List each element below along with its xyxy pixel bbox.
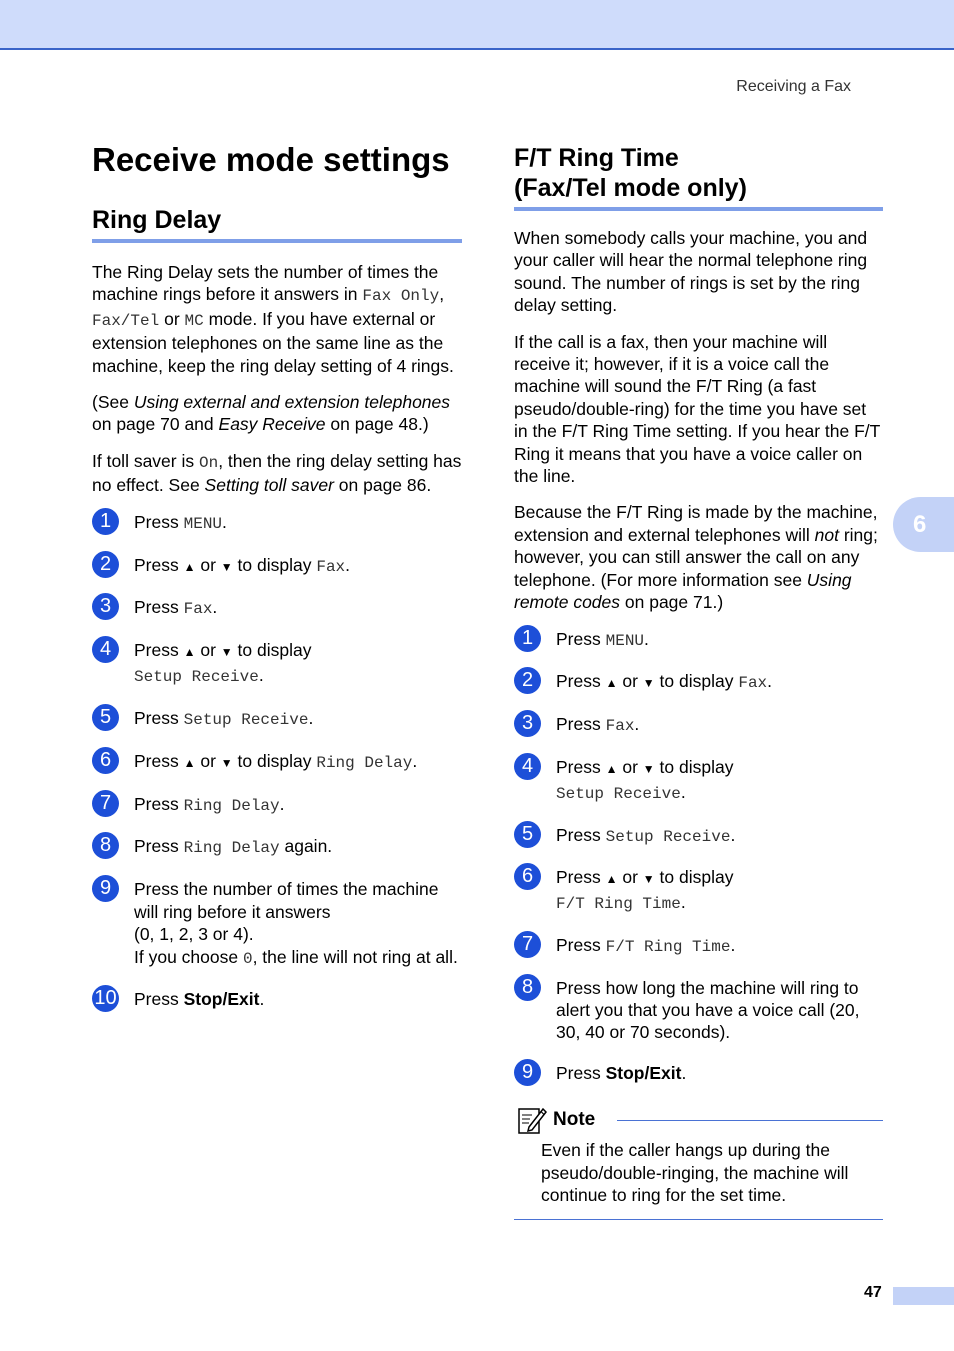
up-arrow-icon: ▲ — [605, 872, 618, 887]
ring-delay-steps — [92, 511, 462, 1011]
note-text: Even if the caller hangs up during the pseudo/double-ringing, the machine will continue to ring for the set time. — [541, 1140, 849, 1206]
left-column — [92, 140, 462, 1029]
step-number: 4 — [514, 753, 541, 780]
ring-delay-see-also: (See Using external and extension telephones on page 70 and Easy Receive on page 48.) — [92, 392, 451, 435]
ring-delay-toll-saver: If toll saver is On, then the ring delay setting has no effect. See Setting toll saver on page 86. — [92, 450, 462, 496]
down-arrow-icon: ▼ — [220, 755, 233, 770]
ring-delay-intro: The Ring Delay sets the number of times the machine rings before it answers in Fax Only, Fax/Tel or MC mode. If you have external or extension telephones on the same line as the machine, keep the ring delay setting of 4 rings. — [92, 262, 454, 376]
link-remote-codes[interactable]: Using remote codes — [514, 569, 852, 613]
step-number: 8 — [514, 974, 541, 1001]
list-item: 1 Press MENU. — [92, 511, 462, 535]
up-arrow-icon: ▲ — [605, 762, 618, 777]
note-bottom-rule — [514, 1219, 883, 1220]
note-header — [514, 1103, 883, 1137]
right-column — [514, 143, 883, 1220]
step-number: 3 — [92, 593, 119, 620]
list-item: 2 Press ▲ or ▼ to display Fax. — [92, 554, 462, 578]
ft-ring-fax-voice: If the call is a fax, then your machine will receive it; however, if it is a voice call the machine will sound the F/T Ring (a fast pseudo/double-ring) for the time you have set in the F/T Ring Time setting. If you hear the F/T Ring it means that you have a voice caller on the line. — [514, 331, 881, 487]
list-item: 1 Press MENU. — [514, 628, 883, 652]
stop-exit-key: Stop/Exit — [605, 1063, 682, 1084]
step-number: 9 — [514, 1059, 541, 1086]
chapter-tab[interactable] — [893, 497, 954, 552]
step-number: 5 — [514, 821, 541, 848]
stop-exit-key: Stop/Exit — [183, 989, 260, 1010]
step-number: 9 — [92, 875, 119, 902]
step-number: 7 — [514, 931, 541, 958]
list-item: 8 Press Ring Delay again. — [92, 835, 462, 859]
note-label: Note — [553, 1109, 596, 1131]
list-item: 8 Press how long the machine will ring to alert you that you have a voice call (20, 30, 40 or 70 seconds). — [514, 977, 883, 1044]
list-item: 2 Press ▲ or ▼ to display Fax. — [514, 670, 883, 694]
section-title-ring-delay: Ring Delay — [92, 205, 462, 243]
step-number: 4 — [92, 636, 119, 663]
down-arrow-icon: ▼ — [220, 559, 233, 574]
list-item: 6 Press ▲ or ▼ to display Ring Delay. — [92, 750, 462, 774]
top-band — [0, 0, 954, 50]
link-easy-receive[interactable]: Easy Receive — [218, 414, 326, 435]
up-arrow-icon: ▲ — [183, 755, 196, 770]
link-external-telephones[interactable]: Using external and extension telephones — [133, 392, 451, 413]
list-item: 3 Press Fax. — [514, 713, 883, 737]
up-arrow-icon: ▲ — [183, 559, 196, 574]
page-title: Receive mode settings — [92, 141, 450, 178]
step-number: 3 — [514, 710, 541, 737]
list-item: 10 Press Stop/Exit. — [92, 988, 462, 1010]
list-item: 7 Press Ring Delay. — [92, 793, 462, 817]
step-number: 7 — [92, 790, 119, 817]
page-number: 47 — [864, 1284, 882, 1301]
list-item: 4 Press ▲ or ▼ to display Setup Receive. — [92, 639, 462, 688]
list-item: 4 Press ▲ or ▼ to display Setup Receive. — [514, 756, 883, 805]
note-box — [514, 1103, 883, 1219]
section-title-ft-ring-time: F/T Ring Time (Fax/Tel mode only) — [514, 143, 883, 211]
step-number: 1 — [514, 625, 541, 652]
list-item: 6 Press ▲ or ▼ to display F/T Ring Time. — [514, 866, 883, 915]
up-arrow-icon: ▲ — [183, 645, 196, 660]
up-arrow-icon: ▲ — [605, 676, 618, 691]
step-number: 8 — [92, 832, 119, 859]
list-item: 5 Press Setup Receive. — [92, 707, 462, 731]
step-number: 5 — [92, 704, 119, 731]
list-item: 9 Press the number of times the machine will ring before it answers (0, 1, 2, 3 or 4). If you choose 0, the line will not ring at all. — [92, 878, 462, 970]
list-item: 3 Press Fax. — [92, 596, 462, 620]
down-arrow-icon: ▼ — [642, 872, 655, 887]
ft-ring-intro: When somebody calls your machine, you and your caller will hear the normal telephone ring sound. The number of rings is set by the ring delay setting. — [514, 228, 868, 316]
step-number: 2 — [92, 551, 119, 578]
link-toll-saver[interactable]: Setting toll saver — [204, 475, 334, 496]
list-item: 5 Press Setup Receive. — [514, 824, 883, 848]
down-arrow-icon: ▼ — [220, 645, 233, 660]
step-number: 1 — [92, 508, 119, 535]
list-item: 7 Press F/T Ring Time. — [514, 934, 883, 958]
ft-ring-extension: Because the F/T Ring is made by the machine, extension and external telephones will not ring; however, you can still answer the call on any telephone. (For more information see Using remote codes on page 71.) — [514, 502, 878, 613]
note-top-rule — [617, 1120, 883, 1121]
chapter-number: 6 — [913, 510, 927, 538]
down-arrow-icon: ▼ — [642, 676, 655, 691]
list-item: 9 Press Stop/Exit. — [514, 1062, 883, 1084]
step-number: 6 — [514, 863, 541, 890]
step-number: 10 — [92, 985, 119, 1012]
running-header: Receiving a Fax — [736, 78, 851, 95]
step-number: 2 — [514, 667, 541, 694]
step-number: 6 — [92, 747, 119, 774]
down-arrow-icon: ▼ — [642, 762, 655, 777]
page-number-bar — [893, 1287, 954, 1305]
note-pencil-icon — [517, 1105, 547, 1135]
ft-ring-steps — [514, 628, 883, 1085]
